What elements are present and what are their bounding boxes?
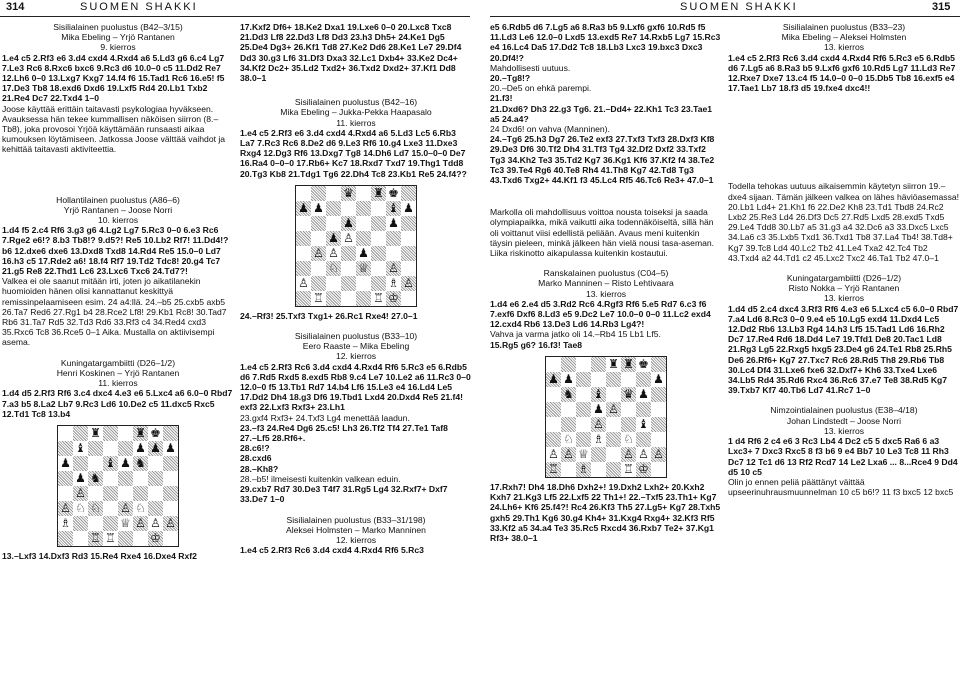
board-square	[326, 216, 341, 231]
players: Mika Ebeling – Yrjö Rantanen	[61, 32, 175, 43]
board-square	[341, 261, 356, 276]
board-square	[651, 387, 666, 402]
board-square	[311, 261, 326, 276]
board-square	[148, 471, 163, 486]
board-square	[88, 516, 103, 531]
board-square	[296, 216, 311, 231]
board-square: ♙	[58, 501, 73, 516]
board-square	[606, 432, 621, 447]
board-square	[576, 432, 591, 447]
board-square: ♘	[563, 431, 574, 446]
board-square	[103, 426, 118, 441]
board-square: ♟	[120, 455, 131, 470]
board-square	[371, 201, 386, 216]
board-square	[118, 426, 133, 441]
players: Yrjö Rantanen – Joose Norri	[63, 204, 173, 215]
players: Henri Koskinen – Yrjö Rantanen	[56, 367, 180, 378]
board-square	[341, 201, 356, 216]
commentary: Todella tehokas uutuus aikaisemmin käytetyn siirron 19.–dxe4 sijaan. Tämän jälkeen valkea on lähes häviöasemassa! 20.Lb1 Ld4+ 21.Kh1 f6 22.De2 Kh8 23.Td1 Tbd8 24.Rc2 Lxb2 25.Re3 Ld4 26.Df3 Dc5 27.Rd5 Lxd5 28.exd5 Txd5 29.Le4 Tdd8 30.Lb7 a5 31.g3 a4 32.Dc6 a3 33.Dxc5 Lxc5 34.La6 c3 35.Lxb5 Txd1 36.Txd1 Tb8 37.La4 Tb4! 38.Td8+ Kg7 39.Tc8 Ld4 40.Lc2 Tb2 41.Le4 Txa2 42.Tc4 Tb2 43.Txd4 a2 44.Td1 c2 45.Lxc2 Txc2 46.Ta1 Tb2 47.0–1	[728, 181, 960, 263]
board-square	[58, 486, 73, 501]
players: Johan Lindstedt – Joose Norri	[786, 415, 902, 426]
board-square	[326, 201, 341, 216]
board-square	[651, 357, 666, 372]
moves-after-diagram: 13.–Lxf3 14.Dxf3 Rd3 15.Re4 Rxe4 16.Dxe4 Rxf2	[2, 550, 197, 561]
board-square: ♜	[608, 356, 619, 371]
board-square: ♟	[546, 372, 561, 387]
commentary-block	[490, 207, 722, 258]
board-square: ♙	[651, 447, 666, 462]
moves: 1.d4 e6 2.e4 d5 3.Rd2 Rc6 4.Rgf3 Rf6 5.e5 Rd7 6.c3 f6 7.exf6 Dxf6 8.Ld3 e5 9.Dc2 Le7 10.0–0 0–0 11.Lc2 exd4 12.cxd4 Rb6 13.De3 Ld6 14.Rb3 Lg4?!	[490, 298, 711, 330]
opening-title: Sisilialainen puolustus (B33–31/198)	[286, 514, 426, 525]
right-page-number: 315	[932, 1, 951, 13]
board-square	[356, 201, 371, 216]
board-square: ♖	[313, 290, 324, 305]
commentary: Olin jo ennen peliä päättänyt väittää upseerinuhrausmuunnelman 10 c5 b6!? 11 f3 bxc5 12 bxc5	[728, 476, 954, 498]
board-square	[341, 246, 356, 261]
board-square: ♖	[88, 531, 103, 546]
board-square	[651, 417, 666, 432]
moves: 28.–Kh8?	[240, 463, 279, 474]
page-number-right	[932, 0, 950, 14]
board-square	[103, 441, 118, 456]
board-square	[73, 516, 88, 531]
board-square	[606, 417, 621, 432]
board-square	[58, 441, 73, 456]
players: Mika Ebeling – Aleksei Holmsten	[781, 32, 907, 43]
board-square	[148, 486, 163, 501]
moves: e5 6.Rdb5 d6 7.Lg5 a6 8.Ra3 b5 9.Lxf6 gxf6 10.Rd5 f5 11.Ld3 Le6 12.0–0 Lxd5 13.exd5 Re7 14.Rxb5 Lg7 15.Rc3 e4 16.Lc4 Da5 17.Dd2 Tc8 18.Lb3 Lxc3 19.bxc3 Dxc3 20.Df4!?	[490, 22, 721, 63]
board-square	[326, 276, 341, 291]
board-square	[386, 231, 401, 246]
moves: 20.–Tg8!?	[490, 73, 531, 84]
note: 23.gxf4 Rxf3+ 24.Txf3 Lg4 menettää laadun.	[240, 412, 410, 423]
board-square: ♗	[60, 515, 71, 530]
board-square: ♖	[373, 290, 384, 305]
board-square	[371, 261, 386, 276]
board-square: ♖	[105, 530, 116, 545]
board-square	[636, 372, 651, 387]
board-square	[636, 402, 651, 417]
round: 12. kierros	[335, 351, 377, 362]
board-square	[546, 417, 561, 432]
board-square	[103, 501, 118, 516]
moves: 1.d4 f5 2.c4 Rf6 3.g3 g6 4.Lg2 Lg7 5.Rc3 0–0 6.e3 Rc6 7.Rge2 e6!? 8.b3 Tb8!? 9.d5?! Re5 10.Lb2 Rf7! 11.Dd4!? b6 12.dxe6 dxe6 13.Dxd8 Txd8 14.Rd4 Re5 15.0–0 Ld7 16.h3 c5 17.Rde2 a6! 18.f4 Rf7 19.Td2 Tdc8! 20.g4 Tc7 21.g5 Re8 22.Thd1 Lc6 23.Lxc6 Txc6 24.Td7?!	[2, 225, 229, 277]
board-square: ♝	[75, 440, 86, 455]
board-square: ♜	[90, 425, 101, 440]
chess-diagram	[295, 185, 417, 307]
board-square	[326, 291, 341, 306]
board-square: ♘	[75, 500, 86, 515]
board-square: ♝	[638, 416, 649, 431]
board-square	[133, 471, 148, 486]
opening-title: Sisilialainen puolustus (B33–10)	[294, 331, 418, 342]
board-square: ♟	[296, 201, 311, 216]
board-square: ♚	[388, 185, 399, 200]
board-square	[606, 387, 621, 402]
board-square	[148, 456, 163, 471]
board-square	[311, 186, 326, 201]
board-square: ♙	[591, 417, 606, 432]
board-square	[296, 186, 311, 201]
board-square	[88, 486, 103, 501]
board-square	[401, 231, 416, 246]
board-square	[386, 246, 401, 261]
board-square	[103, 516, 118, 531]
board-square	[163, 501, 178, 516]
board-square	[561, 417, 576, 432]
moves: 24.–Tg6 25.h3 Dg7 26.Te2 exf3 27.Txf3 Txf3 28.Dxf3 Kf8 29.De3 Df6 30.Tf2 Dh4 31.Tf3 Tg4 32.Df2 Dxf2 33.Txf2 Tg3 34.Kh2 Te3 35.Td2 Kg7 36.Kg1 Kf6 37.Kf2 f4 38.Te2 Tc3 39.Te4 Rg6 40.Te8 Rh4 41.Th8 Kg7 42.Td8 Tg3 43.Txd6 Txg2+ 44.Kf1 f3 45.Lc4 Rf5 46.Tc6 Re3+ 47.0–1	[490, 134, 715, 186]
board-square	[356, 291, 371, 306]
game-6	[728, 22, 960, 93]
board-square: ♟	[358, 245, 369, 260]
board-square	[371, 246, 386, 261]
moves: 17.Kxf2 Df6+ 18.Ke2 Dxa1 19.Lxe6 0–0 20.Lxc8 Txc8 21.Dd3 Lf8 22.Dd3 Lf8 Dd3 23.h3 Dh5+ 24.Ke1 Dg5 25.De4 Dg3+ 26.Kf1 Td8 27.Ke2 Dd6 28.Ke1 Le7 29.Df4 Dd3 30.g3 Lf6 31.Df3 Dxa3 32.Lc1 Dxb4+ 33.Ke2 Dc4+ 34.Kf2 Dc2+ 35.Ld2 Txd2+ 36.Txd2 Dxd2+ 37.Kf1 Dd8 38.0–1	[240, 22, 462, 84]
game-2	[240, 97, 472, 321]
opening-title: Sisilialainen puolustus (B42–3/15)	[53, 22, 183, 32]
board-square	[88, 456, 103, 471]
board-square	[621, 417, 636, 432]
board-square	[326, 186, 341, 201]
board-square	[606, 447, 621, 462]
board-square	[73, 531, 88, 546]
board-square	[296, 261, 311, 276]
board-square	[576, 387, 591, 402]
board-square: ♙	[386, 261, 401, 276]
board-square: ♞	[561, 387, 576, 402]
moves: 1.e4 c5 2.Rf3 e6 3.d4 cxd4 4.Rxd4 a6 5.Ld3 g6 6.c4 Lg7 7.Le3 Rc6 8.Rxc6 bxc6 9.Rc3 d6 10.0–0 c5 11.Dd2 Re7 12.Lh6 0–0 13.Lxg7 Kxg7 14.f4 f6 15.Tad1 Rc6 16.e5! f5 17.De3 Tb8 18.exd6 Dxd6 19.Lxf5 Rd4 20.Lb1 Txb2 21.Re4 Dc7 22.Txd4 1–0	[2, 52, 225, 104]
moves: 21.f3!	[490, 93, 513, 104]
left-page-number: 314	[6, 1, 25, 13]
board-square	[356, 216, 371, 231]
board-square: ♜	[371, 186, 386, 201]
game-2	[2, 195, 234, 348]
board-square: ♙	[621, 447, 636, 462]
board-square: ♟	[148, 441, 163, 456]
game-3	[2, 358, 234, 561]
column-2	[240, 22, 472, 555]
board-square	[311, 231, 326, 246]
board-square: ♙	[548, 446, 559, 461]
board-square: ♙	[133, 516, 148, 531]
round: 12. kierros	[335, 534, 377, 545]
board-square: ♟	[313, 200, 324, 215]
board-square	[561, 462, 576, 477]
opening-title: Hollantilainen puolustus (A86–6)	[56, 194, 180, 205]
board-square	[133, 486, 148, 501]
board-square	[311, 216, 326, 231]
board-square: ♕	[120, 515, 131, 530]
board-square: ♚	[150, 425, 161, 440]
commentary: Markolla oli mahdollisuus voittoa nousta toiseksi ja saada olympiapaikka, mikä vaikutti aika todennäköiseltä, sillä hän oli voittanut viisi edellistä peliään. Avaus meni kuitenkin täysin pieleen, minkä jälkeen hän vielä nousi tasa-aseman. Liika riskinotto aikapulassa kuitenkin kostautui.	[490, 207, 715, 259]
players: Aleksei Holmsten – Marko Manninen	[286, 524, 426, 535]
column-1	[2, 22, 234, 561]
moves: 1.d4 d5 2.Rf3 Rf6 3.c4 dxc4 4.e3 e6 5.Lxc4 a6 6.0–0 Rbd7 7.a3 b5 8.La2 Lb7 9.Rc3 Ld6 10.De2 c5 11.dxc5 Rxc5 12.Td1 Tc8 13.b4	[2, 388, 233, 419]
board-square	[576, 417, 591, 432]
moves: 23.–f3 24.Re4 Dg6 25.c5! Lh3 26.Tf2 Tf4 27.Te1 Taf8	[240, 422, 448, 433]
board-square: ♙	[150, 515, 161, 530]
note: Mahdollisesti uutuus.	[490, 62, 571, 73]
board-square	[576, 357, 591, 372]
board-square: ♙	[606, 402, 621, 417]
board-square	[621, 372, 636, 387]
board-square	[591, 447, 606, 462]
board-square	[401, 216, 416, 231]
board-square	[118, 471, 133, 486]
board-square: ♛	[341, 186, 356, 201]
game-7	[728, 273, 960, 395]
board-square	[401, 246, 416, 261]
board-square: ♔	[148, 531, 163, 546]
board-square: ♟	[388, 215, 399, 230]
board-square	[341, 276, 356, 291]
board-square	[296, 246, 311, 261]
board-square	[311, 276, 326, 291]
round: 13. kierros	[823, 425, 865, 436]
board-square	[103, 471, 118, 486]
board-square	[546, 402, 561, 417]
game-4-cont	[490, 22, 722, 185]
board-square	[58, 531, 73, 546]
game-4	[240, 515, 472, 556]
moves: 15.Rg5 g6? 16.f3! Tae8	[490, 339, 583, 350]
board-square	[58, 426, 73, 441]
board-square	[606, 372, 621, 387]
board-square	[163, 456, 178, 471]
board-square	[103, 486, 118, 501]
moves-after-diagram: 24.–Rf3! 25.Txf3 Txg1+ 26.Rc1 Rxe4! 27.0–1	[240, 310, 418, 321]
board-square	[561, 402, 576, 417]
players: Marko Manninen – Risto Lehtivaara	[538, 278, 674, 289]
board-square	[561, 357, 576, 372]
board-square	[341, 291, 356, 306]
board-square: ♙	[638, 446, 649, 461]
board-square	[546, 432, 561, 447]
board-square	[371, 231, 386, 246]
board-square: ♙	[561, 447, 576, 462]
board-square	[591, 372, 606, 387]
page-title-right: SUOMEN SHAKKI	[680, 1, 798, 13]
board-square: ♘	[135, 500, 146, 515]
board-square: ♟	[563, 371, 574, 386]
board-square: ♟	[638, 386, 649, 401]
moves: 27.–Lf5 28.Rf6+.	[240, 433, 306, 444]
board-square	[133, 531, 148, 546]
board-square: ♟	[326, 231, 341, 246]
note: 20.–De5 on ehkä parempi.	[490, 83, 592, 94]
board-square: ♗	[576, 462, 591, 477]
board-square	[606, 462, 621, 477]
board-square: ♙	[401, 276, 416, 291]
board-square: ♙	[311, 246, 326, 261]
game-8	[728, 405, 960, 497]
board-square	[401, 291, 416, 306]
board-square: ♟	[341, 216, 356, 231]
board-square: ♙	[343, 230, 354, 245]
board-square	[356, 231, 371, 246]
board-square: ♔	[386, 291, 401, 306]
moves: 21.Dxd6? Dh3 22.g3 Tg6. 21.–Dd4+ 22.Kh1 Tc3 23.Tae1 a5 24.a4?	[490, 103, 713, 124]
moves: 1 d4 Rf6 2 c4 e6 3 Rc3 Lb4 4 Dc2 c5 5 dxc5 Ra6 6 a3 Lxc3+ 7 Dxc3 Rxc5 8 f3 b6 9 e4 Bb7 10 Le3 Tc8 11 Rh3 Dc7 12 Tc1 d6 13 Rf2 Rcd7 14 Le2 Lxa6 ... 8...Rce4 9 Dd4 d5 10 c5	[728, 436, 958, 477]
board-square	[163, 471, 178, 486]
board-square	[88, 441, 103, 456]
board-square	[621, 402, 636, 417]
board-square: ♕	[578, 446, 589, 461]
opening-title: Nimzointialainen puolustus (E38–4/18)	[770, 405, 918, 416]
round: 11. kierros	[98, 378, 138, 389]
column-4	[728, 22, 960, 497]
round: 11. kierros	[336, 117, 376, 128]
moves-after-diagram: 17.Rxh7! Dh4 18.Dh6 Dxh2+! 19.Dxh2 Lxh2+ 20.Kxh2 Kxh7 21.Kg3 Lf5 22.Lxf5 22 Th1+! 22.–Txf5 23.Th1+ Kg7 24.Lh6+ Kf6 25.f4?! Rc4 26.Kf3 Th5 27.Lg5+ Kg7 28.Txh5 gxh5 29.Th1 Kg6 30.g4 Kh4+ 31.Kxg4 Rxg4+ 32.Kf3 Rf5 33.Kf2 a5 34.a4 Te3 35.Rc5 Rxcd4 36.Rxb7 Te2+ 37.Kg1 Rf3+ 38.0–1	[490, 481, 721, 543]
round: 13. kierros	[823, 293, 865, 304]
opening-title: Kuningatargambiitti (D26–1/2)	[60, 357, 176, 368]
moves: 1.d4 d5 2.c4 dxc4 3.Rf3 Rf6 4.e3 e6 5.Lxc4 c5 6.0–0 Rbd7 7.a4 Ld6 8.Rc3 0–0 9.e4 e5 10.Lg5 exd4 11.Dxd4 Lc5 12.Dd2 Rb6 13.Lb3 Rg4 14.h3 Lf5 15.Tad1 Ld6 16.Rh2 Dc7 17.Re4 Rd6 18.Dd4 Le7 19.Tfd1 De8 20.Tac1 Ld8 21.Rg3 Lg5 22.Rxg5 hxg5 23.De4 g6 24.Te1 Rb8 25.Rh5 De6 26.Rf6+ Kg7 27.Txc7 Rc6 28.Rd5 Th8 29.Rb6 Tb8 30.Lc4 Df4 31.Lxe6 fxe6 32.Dxf7+ Kh6 33.Txe4 Lxe6 34.Lb5 Rd4 35.Rd6 Rxc4 36.Rc6 37.e7 Te8 38.Rd5 Kg7 39.Txb7 Kf7 40.Tb6 Ld7 41.Rc7 1–0	[728, 303, 959, 396]
game-5	[490, 268, 722, 543]
board-square: ♜	[621, 357, 636, 372]
board-square	[371, 216, 386, 231]
commentary: Valkea ei ole saanut mitään irti, joten jo aikatilanekin huomioiden hänen olisi kannattanut keskittyä remissinpelaamiseen esim. 24 a4:llä. 24.–b5 25.cxb5 axb5 26.Ta7 Red6 27.Rg1 b4 28.Rce2 Lf8! 29.Kb1 Rc8! 30.Tad7 Rb6 31.Ta7 Rd5 32.Td3 Rd6 33.Rf3 c4 34.Red4 cxd3 35.Rxc6 Tc8 36.Rce5 0–1 Aika. Mustalla on aktiivisempi asema.	[2, 276, 227, 348]
board-square	[636, 432, 651, 447]
board-square	[163, 426, 178, 441]
moves: 28.cxd6	[240, 453, 272, 464]
board-square: ♙	[163, 516, 178, 531]
moves: 29.cxb7 Rd7 30.De3 T4f7 31.Rg5 Lg4 32.Rxf7+ Dxf7 33.De7 1–0	[240, 484, 448, 505]
page-number-left	[6, 0, 24, 14]
board-square	[118, 486, 133, 501]
board-square: ♝	[103, 456, 118, 471]
moves: 28.c6!?	[240, 443, 270, 454]
board-square: ♟	[135, 440, 146, 455]
round: 13. kierros	[823, 42, 865, 53]
opening-title: Ranskalainen puolustus (C04–5)	[543, 268, 669, 279]
round: 10. kierros	[97, 215, 139, 226]
board-square: ♔	[636, 462, 651, 477]
column-3	[490, 22, 722, 543]
board-square	[546, 357, 561, 372]
note: 28.–b5! ilmeisesti kuitenkin valkean eduin.	[240, 473, 401, 484]
board-square	[356, 276, 371, 291]
header-rule-right	[490, 16, 960, 17]
board-square	[651, 432, 666, 447]
round: 13. kierros	[585, 288, 627, 299]
round: 9. kierros	[100, 42, 136, 53]
board-square: ♘	[326, 261, 341, 276]
moves: 1.e4 c5 2.Rf3 Rc6 3.d4 cxd4 4.Rxd4 Rf6 5.Rc3 e5 6.Rdb5 d6 7.Rd5 Rxd5 8.exd5 Rb8 9.c4 Le7 10.Le2 a6 11.Rc3 0–0 12.0–0 f5 13.Tb1 Rd7 14.b4 Lf6 15.Le3 e4 16.Ld4 Le5 17.Dd2 Dh4 18.g3 Df6 19.Tbd1 Lxd4 20.Dxd4 Re5 21.f4! exf3 22.Lxf3 Rxf3+ 23.Lh1	[240, 361, 471, 413]
board-square	[591, 462, 606, 477]
game-3	[240, 331, 472, 504]
board-square	[576, 372, 591, 387]
board-square: ♙	[328, 245, 339, 260]
board-square: ♖	[623, 461, 634, 476]
note: 24 Dxd6! on vahva (Manninen).	[490, 124, 610, 135]
board-square: ♘	[88, 501, 103, 516]
board-square	[58, 471, 73, 486]
board-square: ♖	[546, 462, 561, 477]
board-square: ♙	[298, 275, 309, 290]
board-square: ♝	[591, 387, 606, 402]
board-square: ♚	[638, 356, 649, 371]
board-square: ♞	[88, 471, 103, 486]
board-square	[591, 357, 606, 372]
moves: 1.e4 c5 2.Rf3 Rc6 3.d4 cxd4 4.Rxd4 Rf6 5.Rc3 e5 6.Rdb5 d6 7.Lg5 a6 8.Ra3 b5 9.Lxf6 gxf6 10.Rd5 Lg7 11.Ld3 Re7 12.Rxe7 Dxe7 13.c4 f5 14.0–0 0–0 15.Db5 Tb8 16.exf5 e4 17.Tae1 Lb7 18.f3 d5 19.fxe4 dxc4!!	[728, 52, 956, 94]
board-square: ♘	[623, 431, 634, 446]
board-square	[118, 531, 133, 546]
board-square	[651, 402, 666, 417]
board-square	[163, 486, 178, 501]
board-square	[296, 291, 311, 306]
board-square: ♟	[60, 455, 71, 470]
board-square: ♗	[388, 275, 399, 290]
game-1	[2, 22, 234, 155]
board-square	[401, 261, 416, 276]
board-square: ♗	[593, 431, 604, 446]
board-square: ♝	[386, 201, 401, 216]
header-rule-left	[0, 16, 470, 17]
chess-diagram	[57, 425, 179, 547]
moves: 1.e4 c5 2.Rf3 e6 3.d4 cxd4 4.Rxd4 a6 5.Ld3 Lc5 6.Rb3 La7 7.Rc3 Rc6 8.De2 d6 9.Le3 Rf6 10.g4 Lxe3 11.Dxe3 Rxg4 12.Dg3 Rf6 13.Dxg7 Tg8 14.Dh6 Ld7 15.0–0–0 De7 16.Ra4 0–0–0 17.Rb6+ Kc7 18.Rxd7 Txd7 19.Thg1 Tdd8 20.Tg3 Kb8 21.Tdg1 Tg6 22.Dh4 Tc8 23.Kb1 Re5 24.f4??	[240, 127, 467, 179]
chess-diagram	[545, 356, 667, 478]
opening-title: Sisilialainen puolustus (B33–23)	[782, 22, 906, 32]
board-square	[148, 501, 163, 516]
board-square: ♟	[403, 200, 414, 215]
players: Mika Ebeling – Jukka-Pekka Haapasalo	[280, 107, 432, 118]
board-square	[546, 387, 561, 402]
board-square	[651, 462, 666, 477]
commentary: Joose käyttää erittäin taitavasti psykologiaa hyväkseen. Avauksessa hän tekee kummallisen näköisen siirron (8.–Tb8), joka provosoi Yrjöä käyttämään runsaasti aikaa kumouksen löytämiseen. Jatkossa Joose välttää vaihdot ja kehittää taitavasti aktiviteettia.	[2, 103, 226, 155]
board-square: ♟	[593, 401, 604, 416]
note: Vahva ja varma jatko oli 14.–Rb4 15 Lb1 Lf5.	[490, 329, 661, 340]
board-square	[118, 441, 133, 456]
moves: 1.e4 c5 2.Rf3 Rc6 3.d4 cxd4 4.Rxd4 Rf6 5.Rc3	[240, 545, 424, 556]
players: Risto Nokka – Yrjö Rantanen	[788, 283, 900, 294]
board-square: ♙	[73, 486, 88, 501]
commentary-block	[728, 181, 960, 263]
board-square	[401, 186, 416, 201]
board-square	[73, 456, 88, 471]
board-square	[73, 426, 88, 441]
board-square: ♙	[118, 501, 133, 516]
opening-title: Kuningatargambiitti (D26–1/2)	[786, 273, 902, 284]
page-title-left: SUOMEN SHAKKI	[80, 1, 198, 13]
opening-title: Sisilialainen puolustus (B42–16)	[294, 97, 418, 108]
game-1-cont	[240, 22, 472, 83]
board-square	[163, 531, 178, 546]
board-square: ♞	[133, 456, 148, 471]
board-square: ♟	[75, 470, 86, 485]
board-square	[371, 276, 386, 291]
board-square: ♟	[653, 371, 664, 386]
board-square	[576, 402, 591, 417]
board-square	[356, 186, 371, 201]
board-square: ♟	[165, 440, 176, 455]
board-square: ♜	[133, 426, 148, 441]
players: Eero Raaste – Mika Ebeling	[302, 341, 410, 352]
board-square	[296, 231, 311, 246]
board-square: ♕	[356, 261, 371, 276]
board-square: ♛	[621, 387, 636, 402]
